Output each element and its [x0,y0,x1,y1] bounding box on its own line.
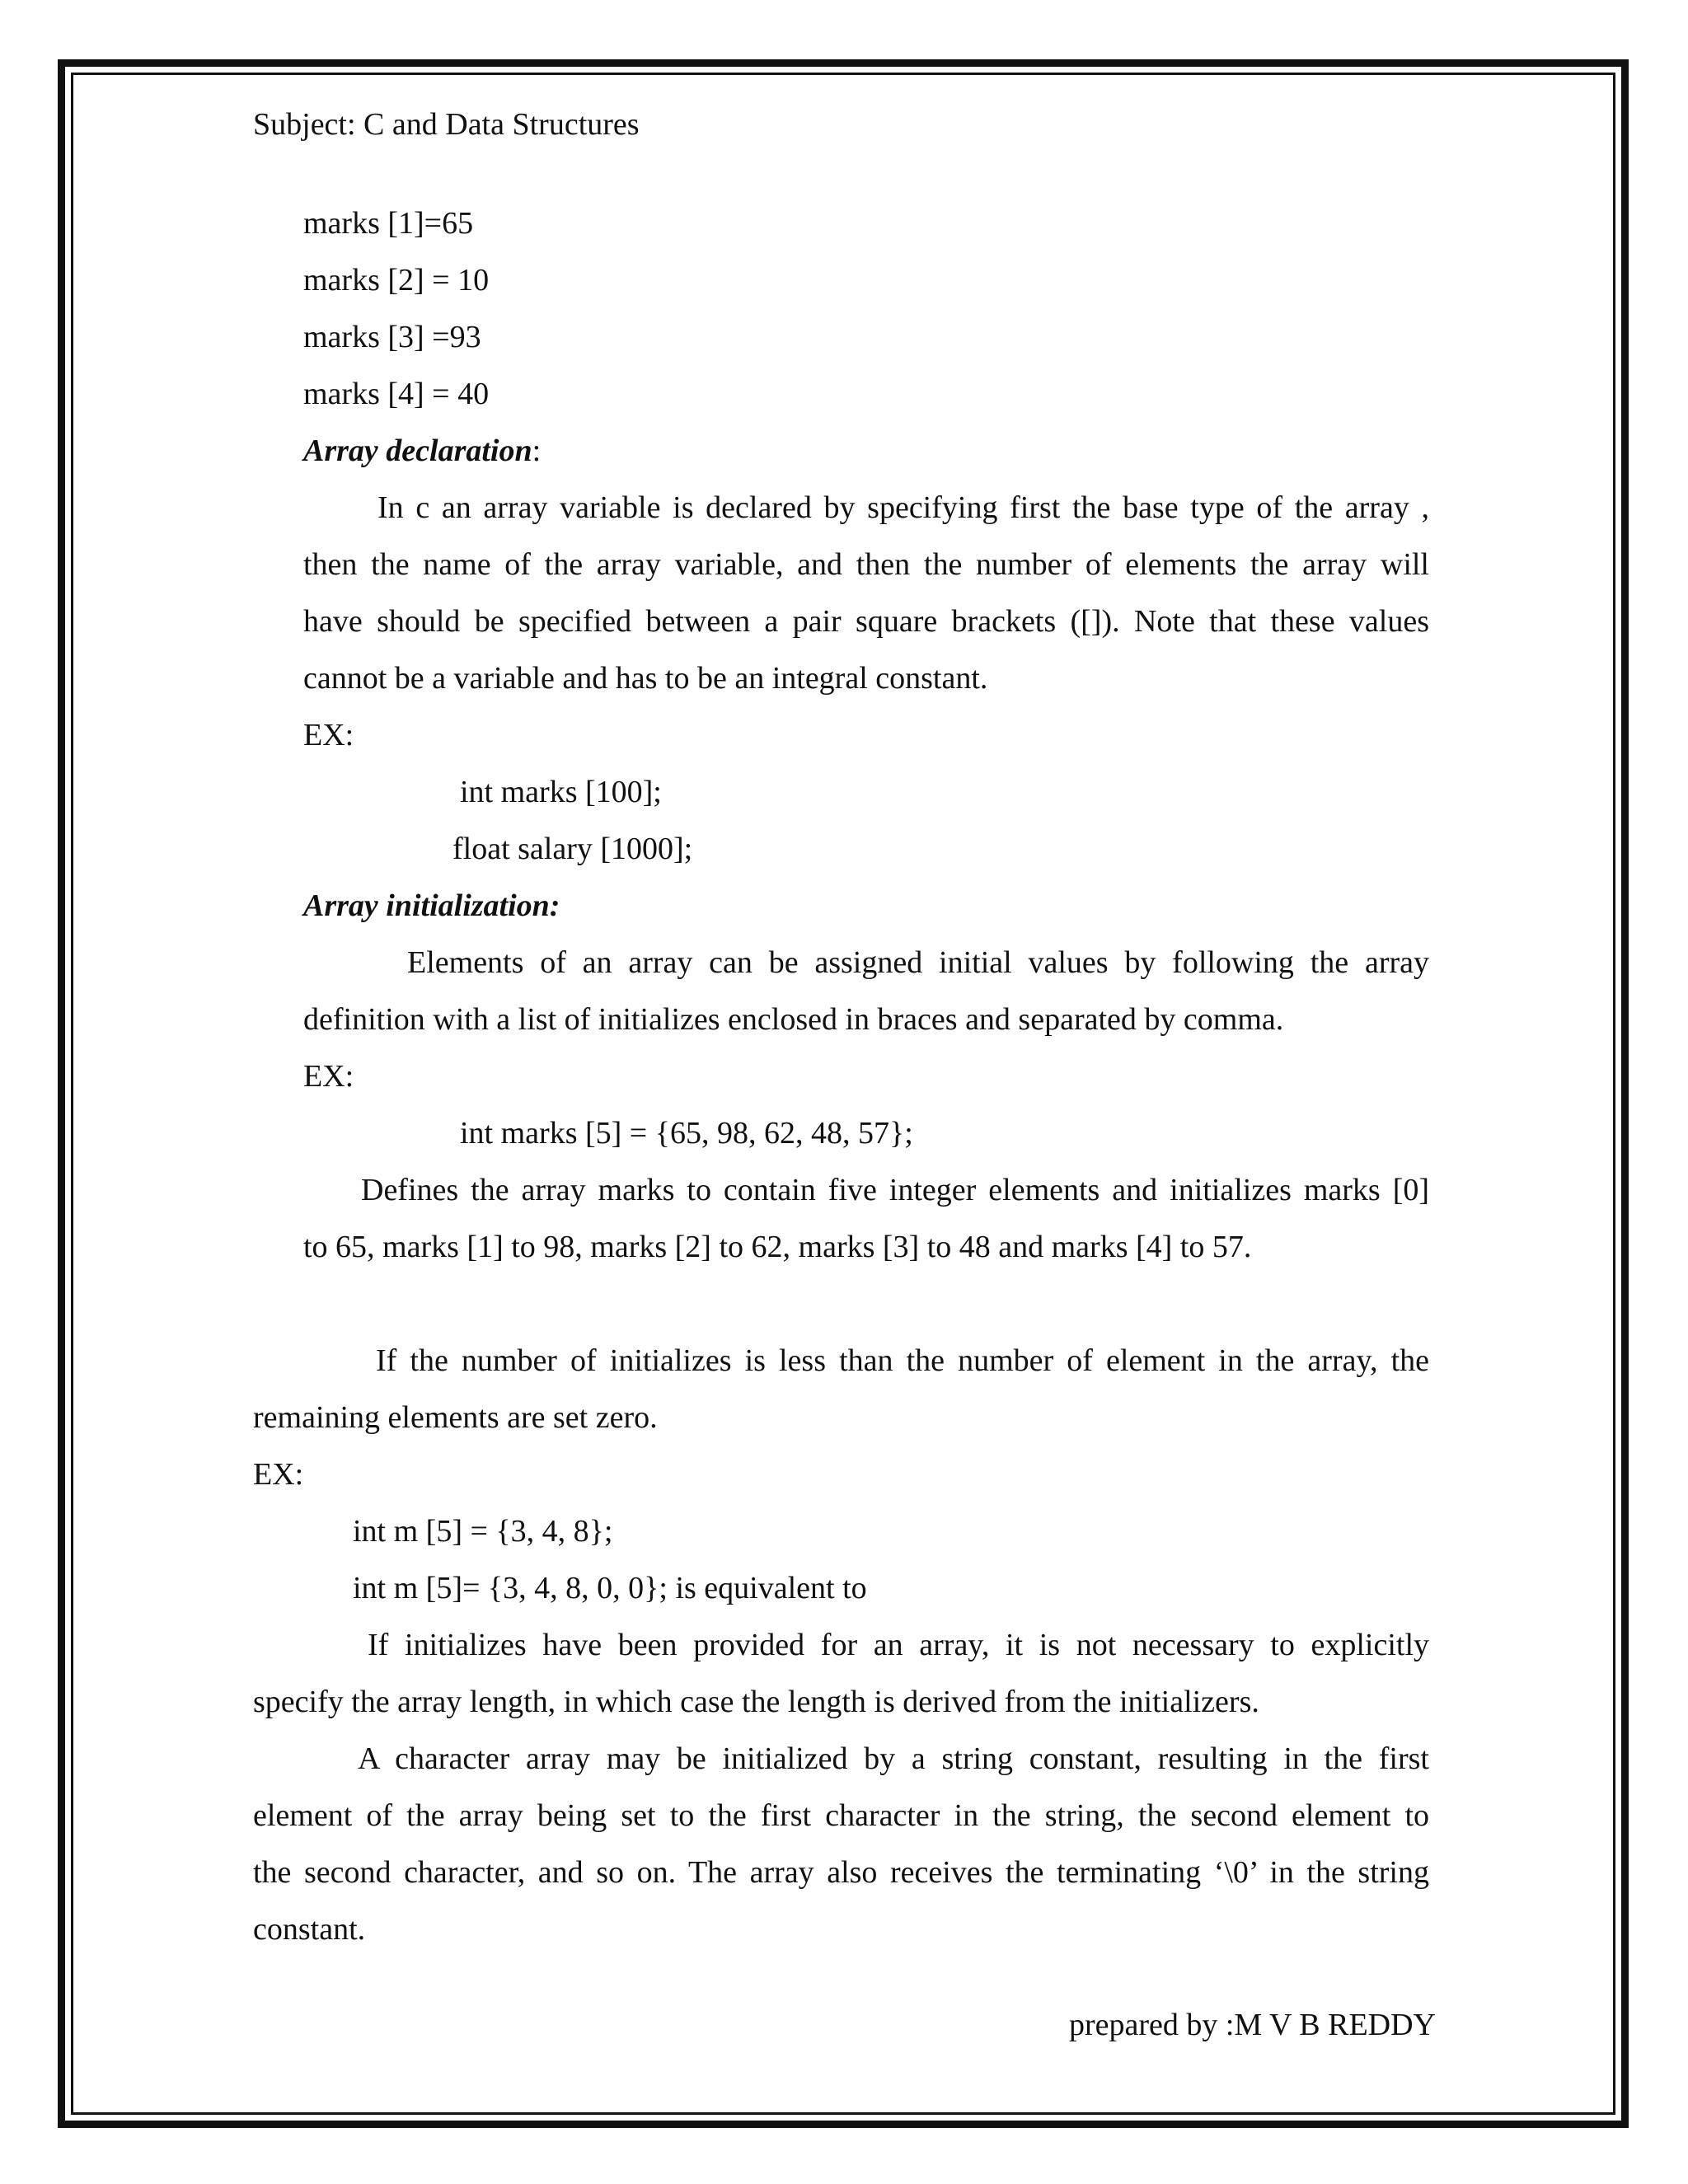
paragraph-line: cannot be a variable and has to be an integral constant. [303,661,988,696]
section-heading-array-initialization: Array initialization: [303,888,560,923]
code-example: int m [5]= {3, 4, 8, 0, 0}; is equivalent to [353,1571,867,1605]
subject-header: Subject: C and Data Structures [253,107,640,142]
prepared-by-footer: prepared by :M V B REDDY [1068,2008,1436,2042]
code-line-marks-1: marks [1]=65 [303,206,474,241]
paragraph-line: If initializes have been provided for an array, it is not necessary to explicitly [368,1628,1429,1662]
code-example: int marks [100]; [460,775,662,809]
paragraph-line: constant. [253,1912,366,1947]
heading-text: Array declaration [303,434,532,468]
paragraph-line: If the number of initializes is less than the number of element in the array, the [376,1343,1429,1378]
paragraph-line: then the name of the array variable, and then the number of elements the array will [303,547,1429,582]
paragraph-line: element of the array being set to the first character in the string, the second element to [253,1798,1429,1833]
code-example: int marks [5] = {65, 98, 62, 48, 57}; [460,1116,913,1151]
paragraph-line: A character array may be initialized by a string constant, resulting in the first [358,1741,1429,1776]
section-heading-array-declaration [303,432,541,470]
paragraph-line: Elements of an array can be assigned initial values by following the array [407,945,1429,980]
code-example: int m [5] = {3, 4, 8}; [353,1514,613,1549]
paragraph-line: remaining elements are set zero. [253,1400,658,1435]
paragraph-line: have should be specified between a pair square brackets ([]). Note that these values [303,604,1429,639]
example-label: EX: [303,718,354,752]
heading-colon: : [532,434,542,468]
paragraph-line: Defines the array marks to contain five integer elements and initializes marks [0] [361,1173,1429,1207]
code-line-marks-2: marks [2] = 10 [303,263,490,298]
paragraph-line: to 65, marks [1] to 98, marks [2] to 62, marks [3] to 48 and marks [4] to 57. [303,1230,1252,1264]
paragraph-line: In c an array variable is declared by specifying first the base type of the array , [377,490,1429,525]
code-line-marks-3: marks [3] =93 [303,320,481,354]
example-label: EX: [253,1457,304,1492]
paragraph-line: the second character, and so on. The array also receives the terminating ‘\0’ in the string [253,1855,1429,1890]
code-example: float salary [1000]; [452,832,693,866]
example-label: EX: [303,1059,354,1094]
paragraph-line: definition with a list of initializes enclosed in braces and separated by comma. [303,1002,1284,1037]
paragraph-line: specify the array length, in which case the length is derived from the initializers. [253,1685,1259,1719]
code-line-marks-4: marks [4] = 40 [303,377,490,411]
